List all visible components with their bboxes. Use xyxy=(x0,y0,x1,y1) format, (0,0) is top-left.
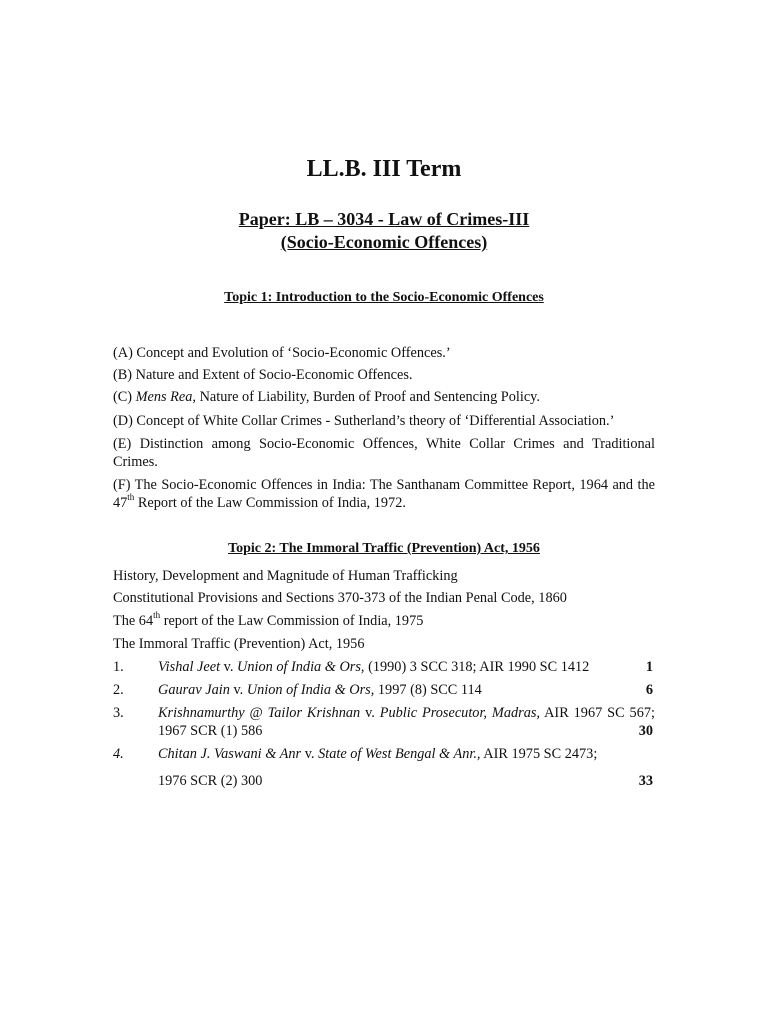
topic-1-heading: Topic 1: Introduction to the Socio-Economic Offences xyxy=(224,290,544,305)
case-row-3 xyxy=(113,704,655,744)
case-page-number: 6 xyxy=(645,682,653,698)
topic-1-item-e: (E) Distinction among Socio-Economic Offences, White Collar Crimes and Traditional Crimes. xyxy=(113,436,655,470)
topic-2-line-1: History, Development and Magnitude of Human Trafficking xyxy=(113,568,458,584)
case-page-number: 30 xyxy=(638,723,653,739)
case-citation: Gaurav Jain v. Union of India & Ors, 1997 (8) SCC 114 xyxy=(158,682,482,698)
topic-1-item-a: (A) Concept and Evolution of ‘Socio-Economic Offences.’ xyxy=(113,345,451,361)
case-citation-line-2: 1976 SCR (2) 300 xyxy=(158,773,263,789)
topic-2-line-4: The Immoral Traffic (Prevention) Act, 1956 xyxy=(113,636,365,652)
topic-2-heading: Topic 2: The Immoral Traffic (Prevention) Act, 1956 xyxy=(228,541,540,556)
topic-1-item-c: (C) Mens Rea, Nature of Liability, Burden of Proof and Sentencing Policy. xyxy=(113,389,540,405)
case-citation: Krishnamurthy @ Tailor Krishnan v. Public Prosecutor, Madras, AIR 1967 SC 567; 1967 SCR (1) 586 xyxy=(158,705,655,739)
case-number: 3. xyxy=(113,705,124,721)
case-number: 1. xyxy=(113,659,124,675)
case-row-4 xyxy=(113,745,655,795)
topic-1-item-b: (B) Nature and Extent of Socio-Economic Offences. xyxy=(113,367,413,383)
case-row-1 xyxy=(113,658,655,678)
case-page-number: 33 xyxy=(638,773,653,789)
case-citation: Vishal Jeet v. Union of India & Ors, (1990) 3 SCC 318; AIR 1990 SC 1412 xyxy=(158,659,590,675)
case-citation: Chitan J. Vaswani & Anr v. State of West Bengal & Anr., AIR 1975 SC 2473; xyxy=(158,746,598,762)
case-number: 2. xyxy=(113,682,124,698)
case-row-2 xyxy=(113,681,655,701)
topic-2-line-2: Constitutional Provisions and Sections 370-373 of the Indian Penal Code, 1860 xyxy=(113,590,567,606)
case-page-number: 1 xyxy=(645,659,653,675)
topic-1-item-f: (F) The Socio-Economic Offences in India: The Santhanam Committee Report, 1964 and the 47th Report of the Law Commission of India, 1972. xyxy=(113,477,655,511)
paper-heading xyxy=(0,208,768,254)
page-title: LL.B. III Term xyxy=(306,156,462,182)
case-number: 4. xyxy=(113,746,124,762)
paper-subtitle: (Socio-Economic Offences) xyxy=(280,232,488,252)
topic-2-line-3: The 64th report of the Law Commission of India, 1975 xyxy=(113,610,424,629)
topic-1-item-d: (D) Concept of White Collar Crimes - Sutherland’s theory of ‘Differential Association.’ xyxy=(113,413,615,429)
paper-title: Paper: LB – 3034 - Law of Crimes-III xyxy=(238,209,530,229)
